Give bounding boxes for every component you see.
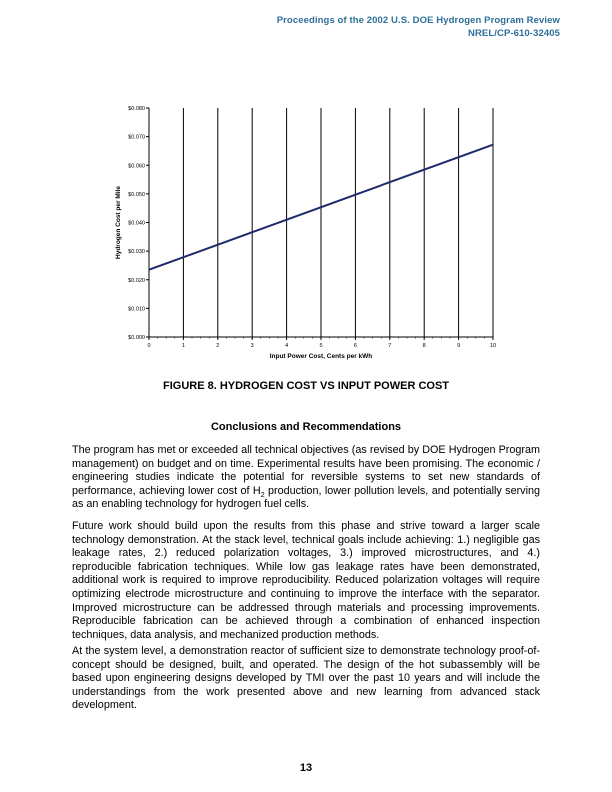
x-tick-label: 8 bbox=[422, 343, 426, 349]
header-report-number: NREL/CP-610-32405 bbox=[468, 28, 560, 39]
y-tick-label: $0.050 bbox=[128, 191, 145, 198]
paragraph-2: Future work should build upon the results from this phase and strive toward a larger scale technology demonstration. At the stack level, technical goals include achieving: 1.) negligible gas leakage rates, 2.) reduced polarization voltages, 3.) improved microstructures, and 4.) reproducible fabrication techniques. While low gas leakage rates have been demonstrated, additional work is required to improve reproducibility. Reduced polarization voltages will require optimizing electrode microstructure and continuing to improve the interface with the separator. Improved microstructure can be addressed through materials and processing improvements. Reproducible fabrication can be achieved through a combination of enhanced inspection techniques, data analysis, and mechanized production methods. bbox=[72, 520, 540, 641]
x-tick-label: 5 bbox=[319, 343, 323, 349]
paragraph-3: At the system level, a demonstration reactor of sufficient size to demonstrate technology proof-of-concept should be designed, built, and operated. The design of the hot subassembly will be based upon engineering designs developed by TMI over the past 10 years and will include the understandings from the work presented above and new learning from advanced stack development. bbox=[72, 645, 540, 712]
y-axis-label: Hydrogen Cost per Mile bbox=[115, 186, 122, 259]
x-tick-label: 6 bbox=[353, 343, 357, 349]
x-tick-label: 7 bbox=[388, 343, 392, 349]
y-tick-label: $0.020 bbox=[128, 277, 145, 284]
figure-caption: FIGURE 8. HYDROGEN COST VS INPUT POWER COST bbox=[162, 380, 450, 392]
hydrogen-cost-chart bbox=[0, 0, 612, 370]
section-title: Conclusions and Recommendations bbox=[210, 421, 402, 433]
y-tick-label: $0.010 bbox=[128, 306, 145, 313]
x-tick-label: 2 bbox=[216, 343, 220, 349]
y-tick-label: $0.080 bbox=[128, 106, 145, 112]
paragraph-1-text-b: production, lower pollution levels, and potentially serving as an enabling technology for hydrogen fuel cells. bbox=[72, 484, 540, 511]
x-tick-label: 9 bbox=[457, 343, 461, 349]
y-tick-label: $0.040 bbox=[128, 220, 145, 227]
x-tick-label: 10 bbox=[489, 343, 497, 349]
x-tick-label: 4 bbox=[285, 343, 289, 349]
x-axis-label: Input Power Cost, Cents per kWh bbox=[269, 353, 373, 360]
header-proceedings: Proceedings of the 2002 U.S. DOE Hydrogen Program Review bbox=[276, 15, 560, 26]
y-tick-label: $0.030 bbox=[128, 249, 145, 256]
x-tick-label: 0 bbox=[147, 343, 151, 349]
page-number: 13 bbox=[299, 762, 313, 774]
x-tick-label: 3 bbox=[250, 343, 254, 349]
paragraph-1 bbox=[72, 444, 540, 512]
paragraph-1-subscript: 2 bbox=[260, 491, 265, 499]
paragraph-1-text-a: The program has met or exceeded all technical objectives (as revised by DOE Hydrogen Program management) on budget and on time. Experimental results have been promising. The economic / engineering studies indicate the potential for reversible systems to set new standards of performance, achieving lower cost of H bbox=[72, 444, 540, 497]
x-tick-label: 1 bbox=[181, 343, 185, 349]
y-tick-label: $0.060 bbox=[128, 163, 145, 170]
y-tick-label: $0.000 bbox=[128, 335, 145, 341]
y-tick-label: $0.070 bbox=[128, 134, 145, 141]
